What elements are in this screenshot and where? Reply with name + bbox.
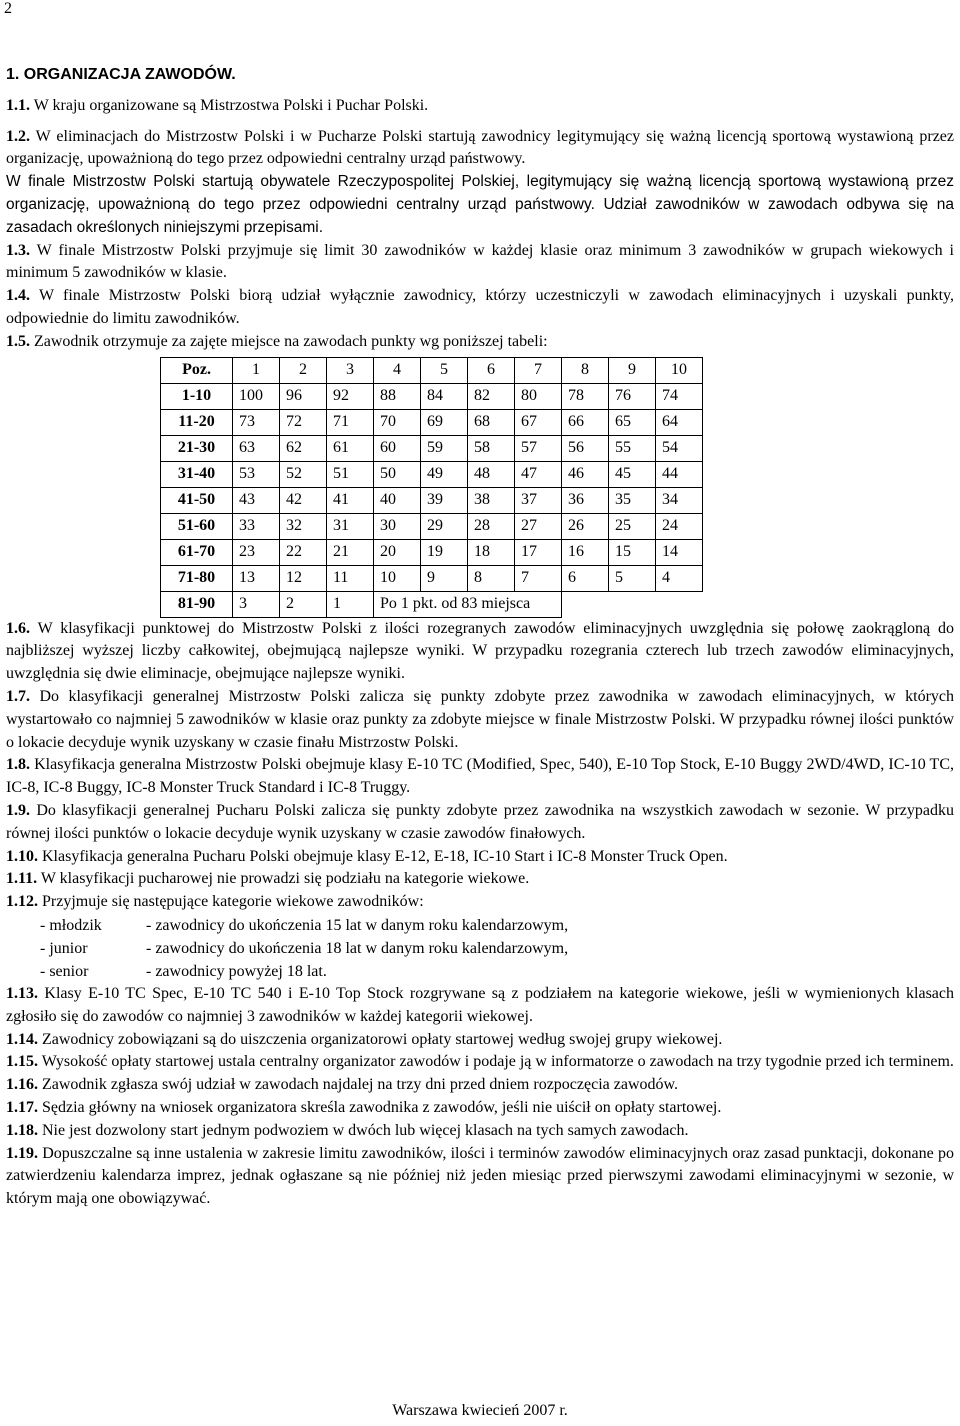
paragraph-text: Klasyfikacja generalna Pucharu Polski obejmuje klasy E-12, E-18, IC-10 Start i IC-8 Monster Truck Open. — [38, 847, 728, 865]
paragraph-1-7 — [6, 686, 954, 754]
paragraph-1-12 — [6, 891, 954, 914]
paragraph-number: 1.16. — [6, 1076, 38, 1094]
table-cell: 24 — [656, 513, 703, 539]
table-cell: 38 — [468, 487, 515, 513]
table-cell: 70 — [374, 409, 421, 435]
age-category-item — [40, 960, 954, 983]
table-cell: 58 — [468, 435, 515, 461]
table-row — [161, 487, 703, 513]
table-cell: 84 — [421, 383, 468, 409]
table-cell: 73 — [233, 409, 280, 435]
table-row — [161, 435, 703, 461]
table-header-cell: 8 — [562, 357, 609, 383]
points-table — [160, 357, 703, 618]
age-category-item — [40, 937, 954, 960]
table-header-cell: Poz. — [161, 357, 233, 383]
table-cell: 76 — [609, 383, 656, 409]
paragraph-text: Zawodnik otrzymuje za zajęte miejsce na zawodach punkty wg poniższej tabeli: — [30, 332, 548, 350]
table-cell: 82 — [468, 383, 515, 409]
paragraph-text: W eliminacjach do Mistrzostw Polski i w Pucharze Polski startują zawodnicy legitymujący się ważną licencją sportową wystawioną przez organizację, upoważnioną do tego przez odpowiedni centralny urząd państwowy. — [6, 127, 954, 168]
age-category-desc: - zawodnicy powyżej 18 lat. — [146, 962, 327, 980]
table-cell: 19 — [421, 539, 468, 565]
table-cell: 68 — [468, 409, 515, 435]
paragraph-number: 1.9. — [6, 801, 30, 819]
table-row-label: 71-80 — [161, 565, 233, 591]
table-cell: 45 — [609, 461, 656, 487]
paragraph-text: W finale Mistrzostw Polski biorą udział wyłącznie zawodnicy, którzy uczestniczyli w zawodach eliminacyjnych i uzyskali punkty, odpowiednie do limitu zawodników. — [6, 287, 954, 327]
table-cell: 67 — [515, 409, 562, 435]
table-header-row — [161, 357, 703, 383]
paragraph-1-11 — [6, 868, 954, 891]
table-cell: 11 — [327, 565, 374, 591]
paragraph-text: W finale Mistrzostw Polski startują obywatele Rzeczypospolitej Polskiej, legitymujący się ważną licencją sportową wystawioną przez organizację, upoważnioną do tego przez odpowiedni centralny urząd państwowy. Udział zawodników w zawodach odbywa się na zasadach określonych niniejszymi przepisami. — [6, 173, 954, 236]
footer-date: Warszawa kwiecień 2007 r. — [392, 1402, 568, 1419]
age-category-name: - senior — [40, 962, 89, 980]
table-cell: 23 — [233, 539, 280, 565]
table-row — [161, 409, 703, 435]
table-row — [161, 513, 703, 539]
table-cell: 42 — [280, 487, 327, 513]
paragraph-1-15 — [6, 1051, 954, 1074]
table-row — [161, 565, 703, 591]
table-cell: 52 — [280, 461, 327, 487]
table-row — [161, 461, 703, 487]
age-category-name: - junior — [40, 939, 88, 957]
paragraph-number: 1.4. — [6, 287, 30, 305]
document-body — [6, 64, 954, 1211]
table-cell: 25 — [609, 513, 656, 539]
paragraph-number: 1.12. — [6, 893, 38, 911]
paragraph-number: 1.8. — [6, 756, 30, 774]
table-cell: 50 — [374, 461, 421, 487]
table-cell: 20 — [374, 539, 421, 565]
table-cell: 92 — [327, 383, 374, 409]
age-category-desc: - zawodnicy do ukończenia 15 lat w danym roku kalendarzowym, — [146, 916, 569, 934]
paragraph-text: Do klasyfikacji generalnej Mistrzostw Polski zalicza się punkty zdobyte przez zawodnika w zawodach eliminacyjnych, w których wystartowało co najmniej 5 zawodników w klasie oraz punkty za zdobyte miejsce w finale Mistrzostw Polski. W przypadku równej ilości punktów o lokacie decyduje wynik uzyskany w czasie finału Mistrzostw Polski. — [6, 687, 954, 751]
table-cell: 12 — [280, 565, 327, 591]
table-cell: 28 — [468, 513, 515, 539]
table-cell: 5 — [609, 565, 656, 591]
paragraph-1-16 — [6, 1074, 954, 1097]
paragraph-number: 1.15. — [6, 1053, 38, 1071]
section-title: 1. ORGANIZACJA ZAWODÓW. — [6, 66, 236, 83]
table-row-label: 1-10 — [161, 383, 233, 409]
paragraph-text: Sędzia główny na wniosek organizatora skreśla zawodnika z zawodów, jeśli nie uiścił on opłaty startowej. — [38, 1098, 722, 1116]
paragraph-text: W klasyfikacji punktowej do Mistrzostw Polski z ilości rozegranych zawodów eliminacyjnych uwzględnia się połowę zaokrągloną do najbliższej wyższej liczby całkowitej, obejmującą najlepsze wyniki. W przypadku rozegrania czterech lub trzech zawodów eliminacyjnych, uwzględnia się dwie eliminacje, obejmujące najlepsze wyniki. — [6, 619, 954, 683]
table-row — [161, 383, 703, 409]
table-empty-cell — [562, 591, 703, 617]
table-cell: 13 — [233, 565, 280, 591]
age-categories-list — [40, 914, 954, 983]
table-cell: 56 — [562, 435, 609, 461]
paragraph-number: 1.2. — [6, 127, 30, 145]
table-cell: 57 — [515, 435, 562, 461]
table-cell: 16 — [562, 539, 609, 565]
paragraph-text: Dopuszczalne są inne ustalenia w zakresie limitu zawodników, ilości i terminów zawodów eliminacyjnych oraz zasad punktacji, dokonane po zatwierdzeniu kalendarza imprez, jednak ogłaszane są nie później niż jeden miesiąc przed pierwszymi zawodami eliminacyjnymi w sezonie, w którym mają one obowiązywać. — [6, 1144, 954, 1208]
table-cell: 32 — [280, 513, 327, 539]
table-cell: 29 — [421, 513, 468, 539]
age-category-desc: - zawodnicy do ukończenia 18 lat w danym roku kalendarzowym, — [146, 939, 569, 957]
paragraph-1-2 — [6, 126, 954, 172]
age-category-item — [40, 914, 954, 937]
paragraph-text: Zawodnik zgłasza swój udział w zawodach najdalej na trzy dni przed dniem rozpoczęcia zawodów. — [38, 1076, 679, 1094]
table-cell: 69 — [421, 409, 468, 435]
paragraph-1-13 — [6, 983, 954, 1029]
table-cell: 65 — [609, 409, 656, 435]
table-cell: 39 — [421, 487, 468, 513]
paragraph-1-9 — [6, 800, 954, 846]
paragraph-text: Wysokość opłaty startowej ustala centralny organizator zawodów i podaje ją w informatorze o zawodach na trzy tygodnie przed ich terminem. — [38, 1053, 954, 1071]
paragraph-number: 1.10. — [6, 847, 38, 865]
table-cell: 46 — [562, 461, 609, 487]
paragraph-text: Nie jest dozwolony start jednym podwoziem w dwóch lub więcej klasach na tych samych zawodach. — [38, 1121, 689, 1139]
table-cell: 10 — [374, 565, 421, 591]
table-header-cell: 9 — [609, 357, 656, 383]
table-cell: 41 — [327, 487, 374, 513]
paragraph-text: Zawodnicy zobowiązani są do uiszczenia organizatorowi opłaty startowej według swojej grupy wiekowej. — [38, 1030, 723, 1048]
paragraph-1-17 — [6, 1097, 954, 1120]
table-header-cell: 1 — [233, 357, 280, 383]
paragraph-number: 1.18. — [6, 1121, 38, 1139]
paragraph-number: 1.1. — [6, 96, 30, 114]
table-cell: 44 — [656, 461, 703, 487]
table-cell: 14 — [656, 539, 703, 565]
paragraph-number: 1.5. — [6, 332, 30, 350]
table-cell: 49 — [421, 461, 468, 487]
table-cell: 66 — [562, 409, 609, 435]
table-cell: 2 — [280, 591, 327, 617]
table-cell: 26 — [562, 513, 609, 539]
table-cell: 60 — [374, 435, 421, 461]
table-cell: 53 — [233, 461, 280, 487]
table-row-label: 81-90 — [161, 591, 233, 617]
table-cell: 59 — [421, 435, 468, 461]
paragraph-1-6 — [6, 618, 954, 686]
paragraph-number: 1.3. — [6, 241, 30, 259]
table-cell: 4 — [656, 565, 703, 591]
table-cell: 47 — [515, 461, 562, 487]
paragraph-number: 1.11. — [6, 870, 38, 888]
paragraph-1-10 — [6, 846, 954, 869]
table-cell: 37 — [515, 487, 562, 513]
table-header-cell: 6 — [468, 357, 515, 383]
table-cell: 100 — [233, 383, 280, 409]
paragraph-number: 1.6. — [6, 619, 30, 637]
table-cell: 7 — [515, 565, 562, 591]
page-number: 2 — [4, 0, 12, 17]
paragraph-text: W klasyfikacji pucharowej nie prowadzi się podziału na kategorie wiekowe. — [37, 870, 530, 888]
table-header-cell: 10 — [656, 357, 703, 383]
table-cell: 1 — [327, 591, 374, 617]
table-cell: 31 — [327, 513, 374, 539]
paragraph-text: W finale Mistrzostw Polski przyjmuje się limit 30 zawodników w każdej klasie oraz minimum 3 zawodników w grupach wiekowych i minimum 5 zawodników w klasie. — [6, 241, 954, 282]
table-row — [161, 591, 703, 617]
age-category-name: - młodzik — [40, 916, 102, 934]
table-cell: 88 — [374, 383, 421, 409]
table-cell: 35 — [609, 487, 656, 513]
table-cell: 6 — [562, 565, 609, 591]
paragraph-1-14 — [6, 1029, 954, 1052]
table-cell: 18 — [468, 539, 515, 565]
table-cell: 64 — [656, 409, 703, 435]
paragraph-1-3 — [6, 240, 954, 286]
paragraph-1-1 — [6, 95, 954, 118]
table-header-cell: 5 — [421, 357, 468, 383]
table-cell: 34 — [656, 487, 703, 513]
table-cell: 74 — [656, 383, 703, 409]
table-cell: 96 — [280, 383, 327, 409]
table-cell: 48 — [468, 461, 515, 487]
paragraph-1-18 — [6, 1120, 954, 1143]
table-cell: 72 — [280, 409, 327, 435]
paragraph-number: 1.14. — [6, 1030, 38, 1048]
table-cell: 40 — [374, 487, 421, 513]
table-header-cell: 2 — [280, 357, 327, 383]
table-cell: 27 — [515, 513, 562, 539]
table-header-cell: 3 — [327, 357, 374, 383]
table-row — [161, 539, 703, 565]
table-header-cell: 7 — [515, 357, 562, 383]
paragraph-text: Do klasyfikacji generalnej Pucharu Polski zalicza się punkty zdobyte przez zawodnika na wszystkich zawodach w sezonie. W przypadku równej ilości punktów o lokacie decyduje wynik uzyskany w czasie zawodów finałowych. — [6, 801, 954, 842]
paragraph-text: Klasyfikacja generalna Mistrzostw Polski obejmuje klasy E-10 TC (Modified, Spec, 540), E-10 Top Stock, E-10 Buggy 2WD/4WD, IC-10 TC, IC-8, IC-8 Buggy, IC-8 Monster Truck Standard i IC-8 Truggy. — [6, 756, 954, 797]
table-cell: 80 — [515, 383, 562, 409]
table-cell: 62 — [280, 435, 327, 461]
table-cell: 15 — [609, 539, 656, 565]
table-cell: 9 — [421, 565, 468, 591]
table-row-label: 11-20 — [161, 409, 233, 435]
table-cell: 43 — [233, 487, 280, 513]
table-row-label: 31-40 — [161, 461, 233, 487]
paragraph-1-4 — [6, 285, 954, 331]
paragraph-number: 1.7. — [6, 687, 30, 705]
paragraph-number: 1.17. — [6, 1098, 38, 1116]
table-cell: 71 — [327, 409, 374, 435]
paragraph-1-8 — [6, 754, 954, 800]
table-cell: 22 — [280, 539, 327, 565]
table-cell: 78 — [562, 383, 609, 409]
paragraph-number: 1.13. — [6, 984, 38, 1002]
table-row-label: 41-50 — [161, 487, 233, 513]
paragraph-number: 1.19. — [6, 1144, 38, 1162]
paragraph-1-2-continued — [6, 171, 954, 239]
table-cell: 8 — [468, 565, 515, 591]
table-cell: 17 — [515, 539, 562, 565]
table-cell: 36 — [562, 487, 609, 513]
table-cell: 33 — [233, 513, 280, 539]
table-cell: 55 — [609, 435, 656, 461]
table-cell: 30 — [374, 513, 421, 539]
table-row-label: 51-60 — [161, 513, 233, 539]
table-cell: 51 — [327, 461, 374, 487]
paragraph-text: W kraju organizowane są Mistrzostwa Polski i Puchar Polski. — [30, 96, 429, 114]
table-cell-note: Po 1 pkt. od 83 miejsca — [374, 591, 562, 617]
table-cell: 21 — [327, 539, 374, 565]
paragraph-1-5 — [6, 331, 954, 354]
table-cell: 3 — [233, 591, 280, 617]
paragraph-text: Przyjmuje się następujące kategorie wiekowe zawodników: — [38, 893, 424, 911]
table-cell: 63 — [233, 435, 280, 461]
paragraph-text: Klasy E-10 TC Spec, E-10 TC 540 i E-10 Top Stock rozgrywane są z podziałem na kategorie wiekowe, jeśli w wymienionych klasach zgłosiło się do zawodów co najmniej 3 zawodników w każdej kategorii wiekowej. — [6, 984, 954, 1025]
paragraph-1-19 — [6, 1143, 954, 1211]
table-row-label: 61-70 — [161, 539, 233, 565]
table-cell: 61 — [327, 435, 374, 461]
table-cell: 54 — [656, 435, 703, 461]
table-row-label: 21-30 — [161, 435, 233, 461]
table-header-cell: 4 — [374, 357, 421, 383]
